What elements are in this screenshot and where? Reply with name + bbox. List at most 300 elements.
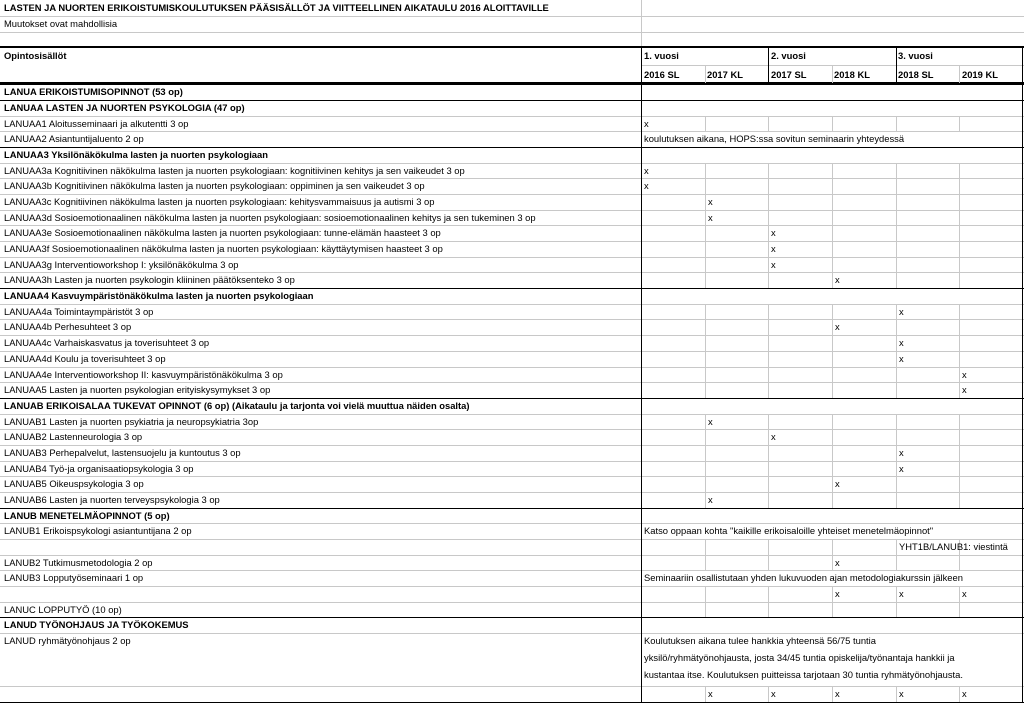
- schedule-note: Seminaariin osallistutaan yhden lukuvuoden ajan metodologiakurssin jälkeen: [644, 572, 963, 583]
- grid-line: [832, 116, 833, 131]
- grid-line: [1022, 555, 1023, 570]
- grid-line: [0, 32, 1024, 33]
- grid-line: [768, 539, 769, 555]
- grid-line: [1022, 382, 1023, 398]
- grid-line: [959, 319, 960, 335]
- grid-line: [832, 65, 833, 83]
- grid-line: [959, 476, 960, 492]
- grid-line: [705, 241, 706, 257]
- grid-line: [832, 319, 833, 335]
- grid-line: [705, 445, 706, 461]
- year-2-header: 2. vuosi: [771, 50, 806, 61]
- schedule-mark: x: [899, 588, 904, 599]
- course-label: LANUAA3d Sosioemotionaalinen näkökulma lasten ja nuorten psykologiaan: sosioemotionaalinen kehitys ja sen tukeminen 3 op: [4, 212, 536, 223]
- grid-line: [896, 47, 897, 83]
- grid-line: [705, 461, 706, 476]
- course-label: LANUA ERIKOISTUMISOPINNOT (53 op): [4, 86, 183, 97]
- grid-line: [0, 225, 1024, 226]
- schedule-mark: x: [962, 588, 967, 599]
- grid-line: [1022, 116, 1023, 131]
- grid-line: [832, 602, 833, 617]
- grid-line: [705, 367, 706, 382]
- grid-line: [959, 602, 960, 617]
- grid-line: [832, 539, 833, 555]
- course-label: LANUAB2 Lastenneurologia 3 op: [4, 431, 143, 442]
- grid-line: [1022, 539, 1023, 555]
- grid-line: [641, 335, 642, 351]
- semester-header: 2018 SL: [898, 69, 934, 80]
- course-label: LANUAA3b Kognitiivinen näkökulma lasten ja nuorten psykologiaan: oppiminen ja sen vaikeudet 3 op: [4, 180, 425, 191]
- grid-line: [1022, 84, 1023, 100]
- course-label: LANUAA3e Sosioemotionaalinen näkökulma lasten ja nuorten psykologiaan: tunne-elämän haasteet 3 op: [4, 227, 441, 238]
- grid-line: [1022, 686, 1023, 702]
- grid-line: [0, 178, 1024, 179]
- grid-line: [768, 194, 769, 210]
- grid-line: [832, 555, 833, 570]
- year-1-header: 1. vuosi: [644, 50, 679, 61]
- grid-line: [705, 539, 706, 555]
- grid-line: [1022, 47, 1023, 83]
- grid-line: [0, 163, 1024, 164]
- grid-line: [641, 429, 642, 445]
- grid-line: [705, 414, 706, 429]
- grid-line: [896, 210, 897, 225]
- grid-line: [768, 319, 769, 335]
- grid-line: [1022, 257, 1023, 272]
- schedule-mark: x: [708, 494, 713, 505]
- schedule-mark: x: [708, 212, 713, 223]
- schedule-mark: x: [835, 274, 840, 285]
- grid-line: [959, 445, 960, 461]
- grid-line: [768, 163, 769, 178]
- grid-line: [641, 445, 642, 461]
- grid-line: [705, 351, 706, 367]
- grid-line: [832, 210, 833, 225]
- grid-line: [959, 272, 960, 288]
- grid-line: [1022, 304, 1023, 319]
- grid-line: [0, 367, 1024, 368]
- grid-line: [0, 46, 1024, 48]
- schedule-mark: x: [962, 369, 967, 380]
- schedule-mark: x: [835, 588, 840, 599]
- grid-line: [959, 555, 960, 570]
- grid-line: [705, 272, 706, 288]
- grid-line: [0, 539, 1024, 540]
- grid-line: [0, 617, 1024, 618]
- grid-line: [641, 414, 642, 429]
- course-label: LANUAB6 Lasten ja nuorten terveyspsykologia 3 op: [4, 494, 220, 505]
- schedule-mark: x: [962, 688, 967, 699]
- semester-header: 2017 KL: [707, 69, 743, 80]
- grid-line: [959, 351, 960, 367]
- grid-line: [641, 617, 642, 633]
- semester-header: 2017 SL: [771, 69, 807, 80]
- schedule-cell-note: YHT1B/LANUB1: viestintä: [899, 541, 1008, 552]
- grid-line: [0, 602, 1024, 603]
- grid-line: [832, 686, 833, 702]
- grid-line: [0, 131, 1024, 132]
- grid-line: [705, 319, 706, 335]
- semester-header: 2016 SL: [644, 69, 680, 80]
- schedule-note-line: Koulutuksen aikana tulee hankkia yhteensä 56/75 tuntia: [644, 635, 876, 646]
- grid-line: [768, 335, 769, 351]
- grid-line: [641, 178, 642, 194]
- grid-line: [0, 398, 1024, 399]
- grid-line: [959, 304, 960, 319]
- grid-line: [0, 241, 1024, 242]
- grid-line: [959, 367, 960, 382]
- grid-line: [896, 116, 897, 131]
- grid-line: [832, 178, 833, 194]
- grid-line: [959, 65, 960, 83]
- course-label: LANUAB ERIKOISALAA TUKEVAT OPINNOT (6 op) (Aikataulu ja tarjonta voi vielä muuttua näiden osalta): [4, 400, 470, 411]
- schedule-mark: x: [899, 353, 904, 364]
- year-3-header: 3. vuosi: [898, 50, 933, 61]
- grid-line: [896, 319, 897, 335]
- grid-line: [896, 225, 897, 241]
- schedule-mark: x: [899, 337, 904, 348]
- schedule-mark: x: [708, 196, 713, 207]
- course-label: LANUAA4d Koulu ja toverisuhteet 3 op: [4, 353, 166, 364]
- grid-line: [768, 257, 769, 272]
- grid-line: [705, 163, 706, 178]
- grid-line: [641, 257, 642, 272]
- grid-line: [0, 429, 1024, 430]
- grid-line: [896, 178, 897, 194]
- grid-line: [641, 84, 642, 100]
- document-title: LASTEN JA NUORTEN ERIKOISTUMISKOULUTUKSEN PÄÄSISÄLLÖT JA VIITTEELLINEN AIKATAULU 2016 ALOITTAVILLE: [4, 2, 549, 13]
- grid-line: [896, 351, 897, 367]
- grid-line: [768, 492, 769, 508]
- grid-line: [896, 461, 897, 476]
- grid-line: [705, 602, 706, 617]
- grid-line: [832, 586, 833, 602]
- document-subtitle: Muutokset ovat mahdollisia: [4, 18, 118, 29]
- grid-line: [641, 163, 642, 178]
- grid-line: [0, 116, 1024, 117]
- grid-line: [1022, 476, 1023, 492]
- grid-line: [1022, 523, 1023, 539]
- course-label: LANUB2 Tutkimusmetodologia 2 op: [4, 557, 153, 568]
- grid-line: [1022, 492, 1023, 508]
- grid-line: [641, 367, 642, 382]
- schedule-mark: x: [835, 321, 840, 332]
- grid-line: [896, 382, 897, 398]
- grid-line: [768, 241, 769, 257]
- schedule-note-line: kustantaa itse. Koulutuksen puitteissa tarjotaan 30 tuntia ryhmätyönohjausta.: [644, 669, 963, 680]
- grid-line: [959, 163, 960, 178]
- schedule-mark: x: [835, 557, 840, 568]
- grid-line: [0, 319, 1024, 320]
- schedule-mark: x: [899, 463, 904, 474]
- course-label: LANUAB5 Oikeuspsykologia 3 op: [4, 478, 144, 489]
- grid-line: [0, 445, 1024, 446]
- grid-line: [0, 84, 1024, 85]
- content-column-header: Opintosisällöt: [4, 50, 67, 61]
- schedule-mark: x: [962, 384, 967, 395]
- grid-line: [1022, 429, 1023, 445]
- grid-line: [896, 492, 897, 508]
- grid-line: [641, 210, 642, 225]
- grid-line: [641, 147, 642, 163]
- grid-line: [768, 445, 769, 461]
- grid-line: [1022, 163, 1023, 178]
- grid-line: [641, 633, 642, 686]
- grid-line: [1022, 194, 1023, 210]
- grid-line: [705, 210, 706, 225]
- grid-line: [896, 476, 897, 492]
- grid-line: [959, 686, 960, 702]
- grid-line: [896, 429, 897, 445]
- grid-line: [641, 319, 642, 335]
- grid-line: [832, 414, 833, 429]
- grid-line: [1022, 100, 1023, 116]
- grid-line: [896, 194, 897, 210]
- grid-line: [641, 461, 642, 476]
- grid-line: [768, 686, 769, 702]
- grid-line: [641, 686, 642, 702]
- course-label: LANUAA2 Asiantuntijaluento 2 op: [4, 133, 144, 144]
- grid-line: [959, 586, 960, 602]
- grid-line: [896, 586, 897, 602]
- grid-line: [0, 492, 1024, 493]
- grid-line: [641, 602, 642, 617]
- grid-line: [705, 257, 706, 272]
- grid-line: [705, 225, 706, 241]
- grid-line: [1022, 272, 1023, 288]
- grid-line: [1022, 335, 1023, 351]
- course-label: LANUB3 Lopputyöseminaari 1 op: [4, 572, 144, 583]
- grid-line: [768, 476, 769, 492]
- grid-line: [0, 335, 1024, 336]
- grid-line: [0, 147, 1024, 148]
- grid-line: [1022, 147, 1023, 163]
- grid-line: [896, 257, 897, 272]
- grid-line: [0, 570, 1024, 571]
- grid-line: [768, 47, 769, 83]
- grid-line: [896, 304, 897, 319]
- grid-line: [641, 225, 642, 241]
- grid-line: [0, 508, 1024, 509]
- grid-line: [832, 382, 833, 398]
- grid-line: [832, 225, 833, 241]
- grid-line: [705, 65, 706, 83]
- grid-line: [832, 241, 833, 257]
- grid-line: [768, 116, 769, 131]
- grid-line: [705, 382, 706, 398]
- course-label: LANUAB4 Työ-ja organisaatiopsykologia 3 op: [4, 463, 194, 474]
- grid-line: [959, 225, 960, 241]
- grid-line: [959, 414, 960, 429]
- grid-line: [705, 178, 706, 194]
- grid-line: [0, 476, 1024, 477]
- schedule-mark: x: [771, 259, 776, 270]
- schedule-note: Katso oppaan kohta "kaikille erikoisaloille yhteiset menetelmäopinnot": [644, 525, 934, 536]
- grid-line: [1022, 288, 1023, 304]
- grid-line: [832, 257, 833, 272]
- grid-line: [832, 367, 833, 382]
- schedule-mark: x: [899, 306, 904, 317]
- grid-line: [641, 288, 642, 304]
- grid-line: [768, 461, 769, 476]
- grid-line: [896, 367, 897, 382]
- grid-line: [0, 210, 1024, 211]
- grid-line: [705, 476, 706, 492]
- grid-line: [1022, 210, 1023, 225]
- grid-line: [641, 508, 642, 523]
- grid-line: [1022, 570, 1023, 586]
- course-label: LANUAB1 Lasten ja nuorten psykiatria ja neuropsykiatria 3op: [4, 416, 259, 427]
- grid-line: [0, 686, 1024, 687]
- schedule-mark: x: [771, 243, 776, 254]
- grid-line: [896, 602, 897, 617]
- schedule-mark: x: [644, 180, 649, 191]
- grid-line: [959, 257, 960, 272]
- schedule-mark: x: [835, 478, 840, 489]
- course-label: LANUAA4e Interventioworkshop II: kasvuympäristönäkökulma 3 op: [4, 369, 283, 380]
- grid-line: [768, 225, 769, 241]
- grid-line: [1022, 367, 1023, 382]
- grid-line: [896, 414, 897, 429]
- grid-line: [768, 414, 769, 429]
- course-label: LANUC LOPPUTYÖ (10 op): [4, 604, 122, 615]
- grid-line: [641, 492, 642, 508]
- grid-line: [959, 461, 960, 476]
- schedule-mark: x: [644, 118, 649, 129]
- grid-line: [832, 272, 833, 288]
- course-label: LANUAA3 Yksilönäkökulma lasten ja nuorten psykologiaan: [4, 149, 268, 160]
- grid-line: [705, 304, 706, 319]
- course-label: LANUAA3a Kognitiivinen näkökulma lasten ja nuorten psykologiaan: kognitiivinen kehitys ja sen vaikeudet 3 op: [4, 165, 465, 176]
- grid-line: [768, 210, 769, 225]
- grid-line: [641, 131, 642, 147]
- grid-line: [1022, 633, 1023, 686]
- grid-line: [641, 523, 642, 539]
- grid-line: [641, 194, 642, 210]
- grid-line: [959, 241, 960, 257]
- grid-line: [641, 304, 642, 319]
- grid-line: [705, 492, 706, 508]
- course-label: LANUD ryhmätyönohjaus 2 op: [4, 635, 131, 646]
- grid-line: [1022, 445, 1023, 461]
- course-label: LANUAA4c Varhaiskasvatus ja toverisuhteet 3 op: [4, 337, 210, 348]
- grid-line: [705, 116, 706, 131]
- grid-line: [768, 586, 769, 602]
- grid-line: [641, 586, 642, 602]
- grid-line: [641, 100, 642, 116]
- course-label: LANUAA LASTEN JA NUORTEN PSYKOLOGIA (47 op): [4, 102, 245, 113]
- grid-line: [1022, 508, 1023, 523]
- grid-line: [0, 194, 1024, 195]
- grid-line: [768, 382, 769, 398]
- grid-line: [1022, 617, 1023, 633]
- grid-line: [832, 445, 833, 461]
- grid-line: [641, 241, 642, 257]
- grid-line: [705, 429, 706, 445]
- schedule-mark: x: [771, 688, 776, 699]
- grid-line: [0, 272, 1024, 273]
- grid-line: [1022, 131, 1023, 147]
- grid-line: [641, 0, 642, 47]
- grid-line: [896, 241, 897, 257]
- grid-line: [641, 382, 642, 398]
- course-label: LANUD TYÖNOHJAUS JA TYÖKOKEMUS: [4, 619, 189, 630]
- schedule-note: koulutuksen aikana, HOPS:ssa sovitun seminaarin yhteydessä: [644, 133, 905, 144]
- course-label: LANUAA4a Toimintaympäristöt 3 op: [4, 306, 154, 317]
- grid-line: [705, 586, 706, 602]
- course-label: LANUAA4 Kasvuympäristönäkökulma lasten ja nuorten psykologiaan: [4, 290, 314, 301]
- grid-line: [959, 382, 960, 398]
- grid-line: [0, 257, 1024, 258]
- schedule-mark: x: [899, 688, 904, 699]
- grid-line: [0, 288, 1024, 289]
- grid-line: [832, 304, 833, 319]
- schedule-mark: x: [835, 688, 840, 699]
- grid-line: [1022, 398, 1023, 414]
- grid-line: [641, 47, 642, 83]
- grid-line: [0, 16, 1024, 17]
- grid-line: [832, 351, 833, 367]
- grid-line: [768, 351, 769, 367]
- grid-line: [768, 304, 769, 319]
- grid-line: [0, 633, 1024, 634]
- grid-line: [641, 539, 642, 555]
- grid-line: [705, 335, 706, 351]
- course-label: LANUB MENETELMÄOPINNOT (5 op): [4, 510, 170, 521]
- schedule-mark: x: [771, 227, 776, 238]
- course-label: LANUB1 Erikoispsykologi asiantuntijana 2 op: [4, 525, 192, 536]
- course-label: LANUAB3 Perhepalvelut, lastensuojelu ja kuntoutus 3 op: [4, 447, 241, 458]
- grid-line: [641, 116, 642, 131]
- course-label: LANUAA4b Perhesuhteet 3 op: [4, 321, 132, 332]
- grid-line: [1022, 461, 1023, 476]
- grid-line: [959, 116, 960, 131]
- grid-line: [641, 570, 642, 586]
- grid-line: [832, 429, 833, 445]
- grid-line: [0, 586, 1024, 587]
- course-label: LANUAA1 Aloitusseminaari ja alkutentti 3 op: [4, 118, 189, 129]
- grid-line: [768, 367, 769, 382]
- grid-line: [641, 272, 642, 288]
- grid-line: [0, 523, 1024, 524]
- grid-line: [959, 178, 960, 194]
- schedule-mark: x: [771, 431, 776, 442]
- grid-line: [1022, 319, 1023, 335]
- grid-line: [832, 492, 833, 508]
- grid-line: [768, 602, 769, 617]
- grid-line: [0, 414, 1024, 415]
- grid-line: [1022, 351, 1023, 367]
- schedule-mark: x: [899, 447, 904, 458]
- schedule-mark: x: [644, 165, 649, 176]
- grid-line: [1022, 225, 1023, 241]
- course-label: LANUAA3c Kognitiivinen näkökulma lasten ja nuorten psykologiaan: kehitysvammaisuus ja autismi 3 op: [4, 196, 435, 207]
- grid-line: [1022, 241, 1023, 257]
- grid-line: [959, 492, 960, 508]
- grid-line: [896, 445, 897, 461]
- course-label: LANUAA3g Interventioworkshop I: yksilönäkökulma 3 op: [4, 259, 239, 270]
- grid-line: [896, 163, 897, 178]
- grid-line: [832, 335, 833, 351]
- grid-line: [1022, 602, 1023, 617]
- grid-line: [768, 555, 769, 570]
- grid-line: [832, 461, 833, 476]
- grid-line: [1022, 586, 1023, 602]
- grid-line: [0, 461, 1024, 462]
- grid-line: [959, 194, 960, 210]
- grid-line: [705, 555, 706, 570]
- grid-line: [641, 555, 642, 570]
